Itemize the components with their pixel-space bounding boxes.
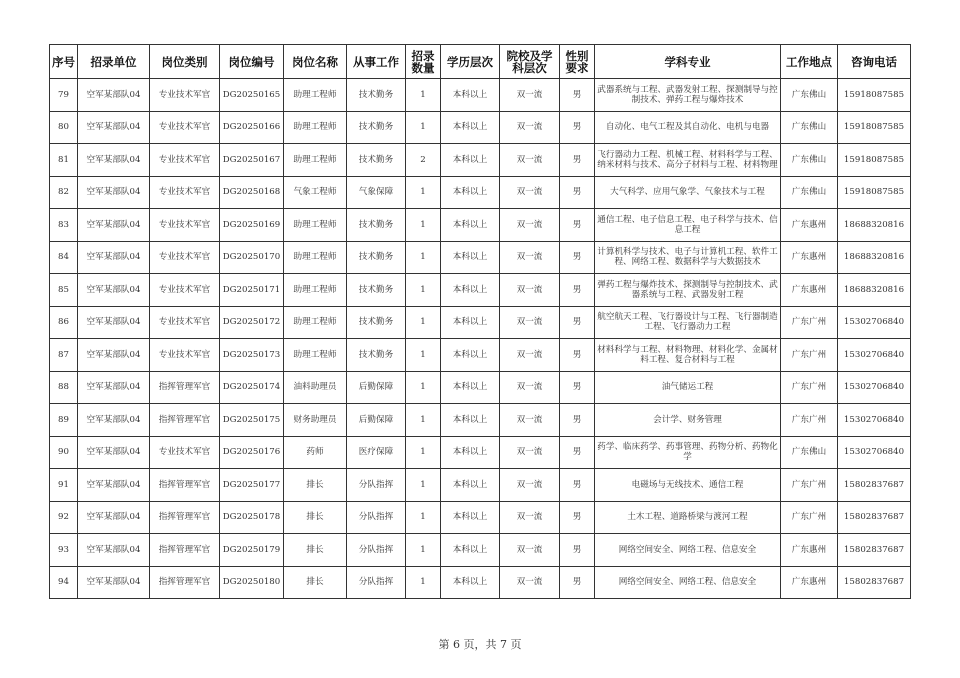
cell-col-gender: 男 — [560, 209, 595, 242]
cell-col-phone: 15302706840 — [838, 306, 911, 339]
cell-col-school-level: 双一流 — [500, 371, 560, 404]
cell-col-position: 药师 — [284, 436, 347, 469]
cell-col-category: 指挥管理军官 — [150, 566, 220, 599]
cell-col-position: 排长 — [284, 501, 347, 534]
cell-col-education: 本科以上 — [441, 209, 500, 242]
cell-col-phone: 15802837687 — [838, 469, 911, 502]
cell-col-education: 本科以上 — [441, 241, 500, 274]
cell-col-position: 排长 — [284, 566, 347, 599]
cell-col-location: 广东佛山 — [781, 436, 838, 469]
cell-col-code: DG20250175 — [220, 404, 284, 437]
cell-col-major: 弹药工程与爆炸技术、探测制导与控制技术、武器系统与工程、武器发射工程 — [595, 274, 781, 307]
cell-col-phone: 15918087585 — [838, 79, 911, 112]
cell-col-unit: 空军某部队04 — [78, 469, 150, 502]
cell-col-work: 技术勤务 — [347, 209, 406, 242]
cell-col-code: DG20250168 — [220, 176, 284, 209]
cell-col-work: 技术勤务 — [347, 111, 406, 144]
cell-col-code: DG20250172 — [220, 306, 284, 339]
table-row — [50, 371, 911, 404]
cell-col-gender: 男 — [560, 566, 595, 599]
cell-col-index: 89 — [50, 404, 78, 437]
cell-col-education: 本科以上 — [441, 274, 500, 307]
cell-col-major: 航空航天工程、飞行器设计与工程、飞行器制造工程、飞行器动力工程 — [595, 306, 781, 339]
cell-col-work: 技术勤务 — [347, 79, 406, 112]
cell-col-major: 自动化、电气工程及其自动化、电机与电器 — [595, 111, 781, 144]
cell-col-work: 分队指挥 — [347, 469, 406, 502]
cell-col-category: 专业技术军官 — [150, 176, 220, 209]
cell-col-quota: 1 — [406, 339, 441, 372]
cell-col-gender: 男 — [560, 436, 595, 469]
cell-col-location: 广东惠州 — [781, 274, 838, 307]
cell-col-code: DG20250173 — [220, 339, 284, 372]
cell-col-unit: 空军某部队04 — [78, 371, 150, 404]
cell-col-quota: 1 — [406, 436, 441, 469]
cell-col-education: 本科以上 — [441, 371, 500, 404]
cell-col-education: 本科以上 — [441, 404, 500, 437]
header-col-location: 工作地点 — [781, 45, 838, 79]
cell-col-phone: 15918087585 — [838, 111, 911, 144]
cell-col-major: 飞行器动力工程、机械工程、材料科学与工程、纳米材料与技术、高分子材料与工程、材料物理 — [595, 144, 781, 177]
header-col-school-level: 院校及学科层次 — [500, 45, 560, 79]
table-row — [50, 176, 911, 209]
cell-col-major: 材料科学与工程、材料物理、材料化学、金属材料工程、复合材料与工程 — [595, 339, 781, 372]
cell-col-school-level: 双一流 — [500, 404, 560, 437]
cell-col-position: 助理工程师 — [284, 144, 347, 177]
cell-col-position: 助理工程师 — [284, 339, 347, 372]
cell-col-phone: 15802837687 — [838, 534, 911, 567]
header-col-category: 岗位类别 — [150, 45, 220, 79]
header-col-phone: 咨询电话 — [838, 45, 911, 79]
cell-col-gender: 男 — [560, 111, 595, 144]
cell-col-code: DG20250178 — [220, 501, 284, 534]
cell-col-major: 网络空间安全、网络工程、信息安全 — [595, 566, 781, 599]
cell-col-category: 专业技术军官 — [150, 144, 220, 177]
cell-col-education: 本科以上 — [441, 306, 500, 339]
cell-col-category: 专业技术军官 — [150, 274, 220, 307]
cell-col-school-level: 双一流 — [500, 241, 560, 274]
table-row — [50, 111, 911, 144]
cell-col-major: 武器系统与工程、武器发射工程、探测制导与控制技术、弹药工程与爆炸技术 — [595, 79, 781, 112]
cell-col-education: 本科以上 — [441, 176, 500, 209]
cell-col-category: 专业技术军官 — [150, 111, 220, 144]
cell-col-index: 79 — [50, 79, 78, 112]
header-col-work: 从事工作 — [347, 45, 406, 79]
cell-col-position: 气象工程师 — [284, 176, 347, 209]
cell-col-phone: 15302706840 — [838, 436, 911, 469]
cell-col-quota: 1 — [406, 501, 441, 534]
cell-col-index: 84 — [50, 241, 78, 274]
cell-col-school-level: 双一流 — [500, 306, 560, 339]
cell-col-major: 计算机科学与技术、电子与计算机工程、软件工程、网络工程、数据科学与大数据技术 — [595, 241, 781, 274]
cell-col-work: 医疗保障 — [347, 436, 406, 469]
cell-col-location: 广东惠州 — [781, 566, 838, 599]
cell-col-unit: 空军某部队04 — [78, 274, 150, 307]
cell-col-index: 83 — [50, 209, 78, 242]
cell-col-code: DG20250169 — [220, 209, 284, 242]
table-row — [50, 404, 911, 437]
cell-col-gender: 男 — [560, 79, 595, 112]
cell-col-location: 广东佛山 — [781, 79, 838, 112]
table-row — [50, 534, 911, 567]
cell-col-work: 分队指挥 — [347, 501, 406, 534]
cell-col-category: 专业技术军官 — [150, 79, 220, 112]
cell-col-work: 技术勤务 — [347, 306, 406, 339]
cell-col-category: 专业技术军官 — [150, 436, 220, 469]
cell-col-location: 广东佛山 — [781, 144, 838, 177]
cell-col-education: 本科以上 — [441, 339, 500, 372]
cell-col-education: 本科以上 — [441, 144, 500, 177]
cell-col-gender: 男 — [560, 306, 595, 339]
cell-col-quota: 1 — [406, 306, 441, 339]
cell-col-major: 电磁场与无线技术、通信工程 — [595, 469, 781, 502]
cell-col-gender: 男 — [560, 469, 595, 502]
cell-col-position: 财务助理员 — [284, 404, 347, 437]
cell-col-quota: 1 — [406, 469, 441, 502]
table-row — [50, 274, 911, 307]
cell-col-quota: 1 — [406, 209, 441, 242]
cell-col-school-level: 双一流 — [500, 176, 560, 209]
cell-col-unit: 空军某部队04 — [78, 176, 150, 209]
cell-col-index: 90 — [50, 436, 78, 469]
cell-col-work: 气象保障 — [347, 176, 406, 209]
cell-col-school-level: 双一流 — [500, 274, 560, 307]
cell-col-education: 本科以上 — [441, 111, 500, 144]
cell-col-education: 本科以上 — [441, 469, 500, 502]
cell-col-index: 86 — [50, 306, 78, 339]
cell-col-code: DG20250177 — [220, 469, 284, 502]
cell-col-index: 91 — [50, 469, 78, 502]
cell-col-gender: 男 — [560, 404, 595, 437]
cell-col-school-level: 双一流 — [500, 111, 560, 144]
recruitment-table — [49, 44, 911, 599]
cell-col-work: 技术勤务 — [347, 274, 406, 307]
cell-col-quota: 2 — [406, 144, 441, 177]
cell-col-work: 分队指挥 — [347, 534, 406, 567]
cell-col-category: 指挥管理军官 — [150, 501, 220, 534]
cell-col-unit: 空军某部队04 — [78, 566, 150, 599]
cell-col-index: 93 — [50, 534, 78, 567]
cell-col-school-level: 双一流 — [500, 501, 560, 534]
cell-col-quota: 1 — [406, 566, 441, 599]
cell-col-location: 广东广州 — [781, 501, 838, 534]
cell-col-category: 指挥管理军官 — [150, 404, 220, 437]
cell-col-code: DG20250176 — [220, 436, 284, 469]
cell-col-location: 广东惠州 — [781, 241, 838, 274]
cell-col-code: DG20250170 — [220, 241, 284, 274]
cell-col-position: 助理工程师 — [284, 274, 347, 307]
cell-col-index: 87 — [50, 339, 78, 372]
header-col-unit: 招录单位 — [78, 45, 150, 79]
header-col-major: 学科专业 — [595, 45, 781, 79]
cell-col-work: 技术勤务 — [347, 241, 406, 274]
cell-col-work: 后勤保障 — [347, 371, 406, 404]
cell-col-location: 广东广州 — [781, 469, 838, 502]
cell-col-index: 94 — [50, 566, 78, 599]
header-col-education: 学历层次 — [441, 45, 500, 79]
cell-col-education: 本科以上 — [441, 79, 500, 112]
cell-col-education: 本科以上 — [441, 501, 500, 534]
header-col-quota: 招录数量 — [406, 45, 441, 79]
page-footer: 第 6 页，共 7 页 — [438, 638, 522, 651]
table-row — [50, 209, 911, 242]
cell-col-code: DG20250167 — [220, 144, 284, 177]
cell-col-unit: 空军某部队04 — [78, 436, 150, 469]
cell-col-index: 82 — [50, 176, 78, 209]
cell-col-location: 广东广州 — [781, 371, 838, 404]
cell-col-phone: 15802837687 — [838, 501, 911, 534]
cell-col-major: 会计学、财务管理 — [595, 404, 781, 437]
cell-col-education: 本科以上 — [441, 566, 500, 599]
header-col-index: 序号 — [50, 45, 78, 79]
cell-col-phone: 15802837687 — [838, 566, 911, 599]
cell-col-unit: 空军某部队04 — [78, 534, 150, 567]
cell-col-code: DG20250179 — [220, 534, 284, 567]
cell-col-position: 助理工程师 — [284, 111, 347, 144]
cell-col-position: 助理工程师 — [284, 209, 347, 242]
cell-col-location: 广东广州 — [781, 306, 838, 339]
cell-col-school-level: 双一流 — [500, 79, 560, 112]
cell-col-gender: 男 — [560, 339, 595, 372]
header-row — [50, 45, 911, 79]
cell-col-location: 广东惠州 — [781, 209, 838, 242]
cell-col-unit: 空军某部队04 — [78, 404, 150, 437]
table-row — [50, 469, 911, 502]
cell-col-location: 广东佛山 — [781, 176, 838, 209]
cell-col-gender: 男 — [560, 501, 595, 534]
table-body — [50, 79, 911, 599]
cell-col-unit: 空军某部队04 — [78, 209, 150, 242]
cell-col-code: DG20250180 — [220, 566, 284, 599]
cell-col-school-level: 双一流 — [500, 436, 560, 469]
cell-col-phone: 15918087585 — [838, 176, 911, 209]
cell-col-location: 广东佛山 — [781, 111, 838, 144]
cell-col-category: 专业技术军官 — [150, 339, 220, 372]
cell-col-position: 助理工程师 — [284, 79, 347, 112]
cell-col-phone: 15302706840 — [838, 339, 911, 372]
table-row — [50, 566, 911, 599]
cell-col-work: 分队指挥 — [347, 566, 406, 599]
header-col-position: 岗位名称 — [284, 45, 347, 79]
cell-col-major: 药学、临床药学、药事管理、药物分析、药物化学 — [595, 436, 781, 469]
cell-col-quota: 1 — [406, 371, 441, 404]
cell-col-index: 92 — [50, 501, 78, 534]
cell-col-index: 81 — [50, 144, 78, 177]
table-header — [50, 45, 911, 79]
cell-col-quota: 1 — [406, 241, 441, 274]
table-row — [50, 436, 911, 469]
cell-col-unit: 空军某部队04 — [78, 241, 150, 274]
cell-col-school-level: 双一流 — [500, 209, 560, 242]
cell-col-position: 油料助理员 — [284, 371, 347, 404]
cell-col-unit: 空军某部队04 — [78, 339, 150, 372]
table-row — [50, 339, 911, 372]
cell-col-major: 大气科学、应用气象学、气象技术与工程 — [595, 176, 781, 209]
cell-col-quota: 1 — [406, 274, 441, 307]
cell-col-phone: 15302706840 — [838, 371, 911, 404]
cell-col-index: 80 — [50, 111, 78, 144]
table-row — [50, 241, 911, 274]
cell-col-location: 广东广州 — [781, 404, 838, 437]
table-row — [50, 306, 911, 339]
cell-col-category: 专业技术军官 — [150, 241, 220, 274]
cell-col-school-level: 双一流 — [500, 534, 560, 567]
cell-col-category: 指挥管理军官 — [150, 469, 220, 502]
cell-col-unit: 空军某部队04 — [78, 144, 150, 177]
cell-col-code: DG20250174 — [220, 371, 284, 404]
cell-col-gender: 男 — [560, 144, 595, 177]
cell-col-quota: 1 — [406, 534, 441, 567]
cell-col-school-level: 双一流 — [500, 566, 560, 599]
cell-col-category: 专业技术军官 — [150, 209, 220, 242]
cell-col-index: 88 — [50, 371, 78, 404]
table-row — [50, 79, 911, 112]
cell-col-gender: 男 — [560, 176, 595, 209]
cell-col-location: 广东广州 — [781, 339, 838, 372]
cell-col-gender: 男 — [560, 371, 595, 404]
cell-col-quota: 1 — [406, 111, 441, 144]
cell-col-education: 本科以上 — [441, 534, 500, 567]
cell-col-gender: 男 — [560, 274, 595, 307]
cell-col-position: 助理工程师 — [284, 241, 347, 274]
cell-col-major: 土木工程、道路桥梁与渡河工程 — [595, 501, 781, 534]
cell-col-code: DG20250166 — [220, 111, 284, 144]
cell-col-unit: 空军某部队04 — [78, 501, 150, 534]
cell-col-index: 85 — [50, 274, 78, 307]
cell-col-quota: 1 — [406, 79, 441, 112]
cell-col-major: 通信工程、电子信息工程、电子科学与技术、信息工程 — [595, 209, 781, 242]
cell-col-unit: 空军某部队04 — [78, 79, 150, 112]
cell-col-major: 网络空间安全、网络工程、信息安全 — [595, 534, 781, 567]
header-col-gender: 性别要求 — [560, 45, 595, 79]
cell-col-position: 排长 — [284, 534, 347, 567]
cell-col-phone: 15302706840 — [838, 404, 911, 437]
cell-col-phone: 15918087585 — [838, 144, 911, 177]
cell-col-category: 专业技术军官 — [150, 306, 220, 339]
cell-col-school-level: 双一流 — [500, 144, 560, 177]
cell-col-school-level: 双一流 — [500, 339, 560, 372]
cell-col-education: 本科以上 — [441, 436, 500, 469]
cell-col-phone: 18688320816 — [838, 274, 911, 307]
cell-col-position: 排长 — [284, 469, 347, 502]
cell-col-quota: 1 — [406, 176, 441, 209]
cell-col-phone: 18688320816 — [838, 241, 911, 274]
cell-col-gender: 男 — [560, 534, 595, 567]
cell-col-quota: 1 — [406, 404, 441, 437]
cell-col-category: 指挥管理军官 — [150, 371, 220, 404]
cell-col-gender: 男 — [560, 241, 595, 274]
cell-col-work: 后勤保障 — [347, 404, 406, 437]
table-row — [50, 144, 911, 177]
cell-col-work: 技术勤务 — [347, 339, 406, 372]
header-col-code: 岗位编号 — [220, 45, 284, 79]
cell-col-phone: 18688320816 — [838, 209, 911, 242]
cell-col-work: 技术勤务 — [347, 144, 406, 177]
table-row — [50, 501, 911, 534]
cell-col-code: DG20250165 — [220, 79, 284, 112]
cell-col-unit: 空军某部队04 — [78, 111, 150, 144]
cell-col-location: 广东惠州 — [781, 534, 838, 567]
cell-col-category: 指挥管理军官 — [150, 534, 220, 567]
cell-col-school-level: 双一流 — [500, 469, 560, 502]
cell-col-major: 油气储运工程 — [595, 371, 781, 404]
cell-col-unit: 空军某部队04 — [78, 306, 150, 339]
cell-col-code: DG20250171 — [220, 274, 284, 307]
cell-col-position: 助理工程师 — [284, 306, 347, 339]
